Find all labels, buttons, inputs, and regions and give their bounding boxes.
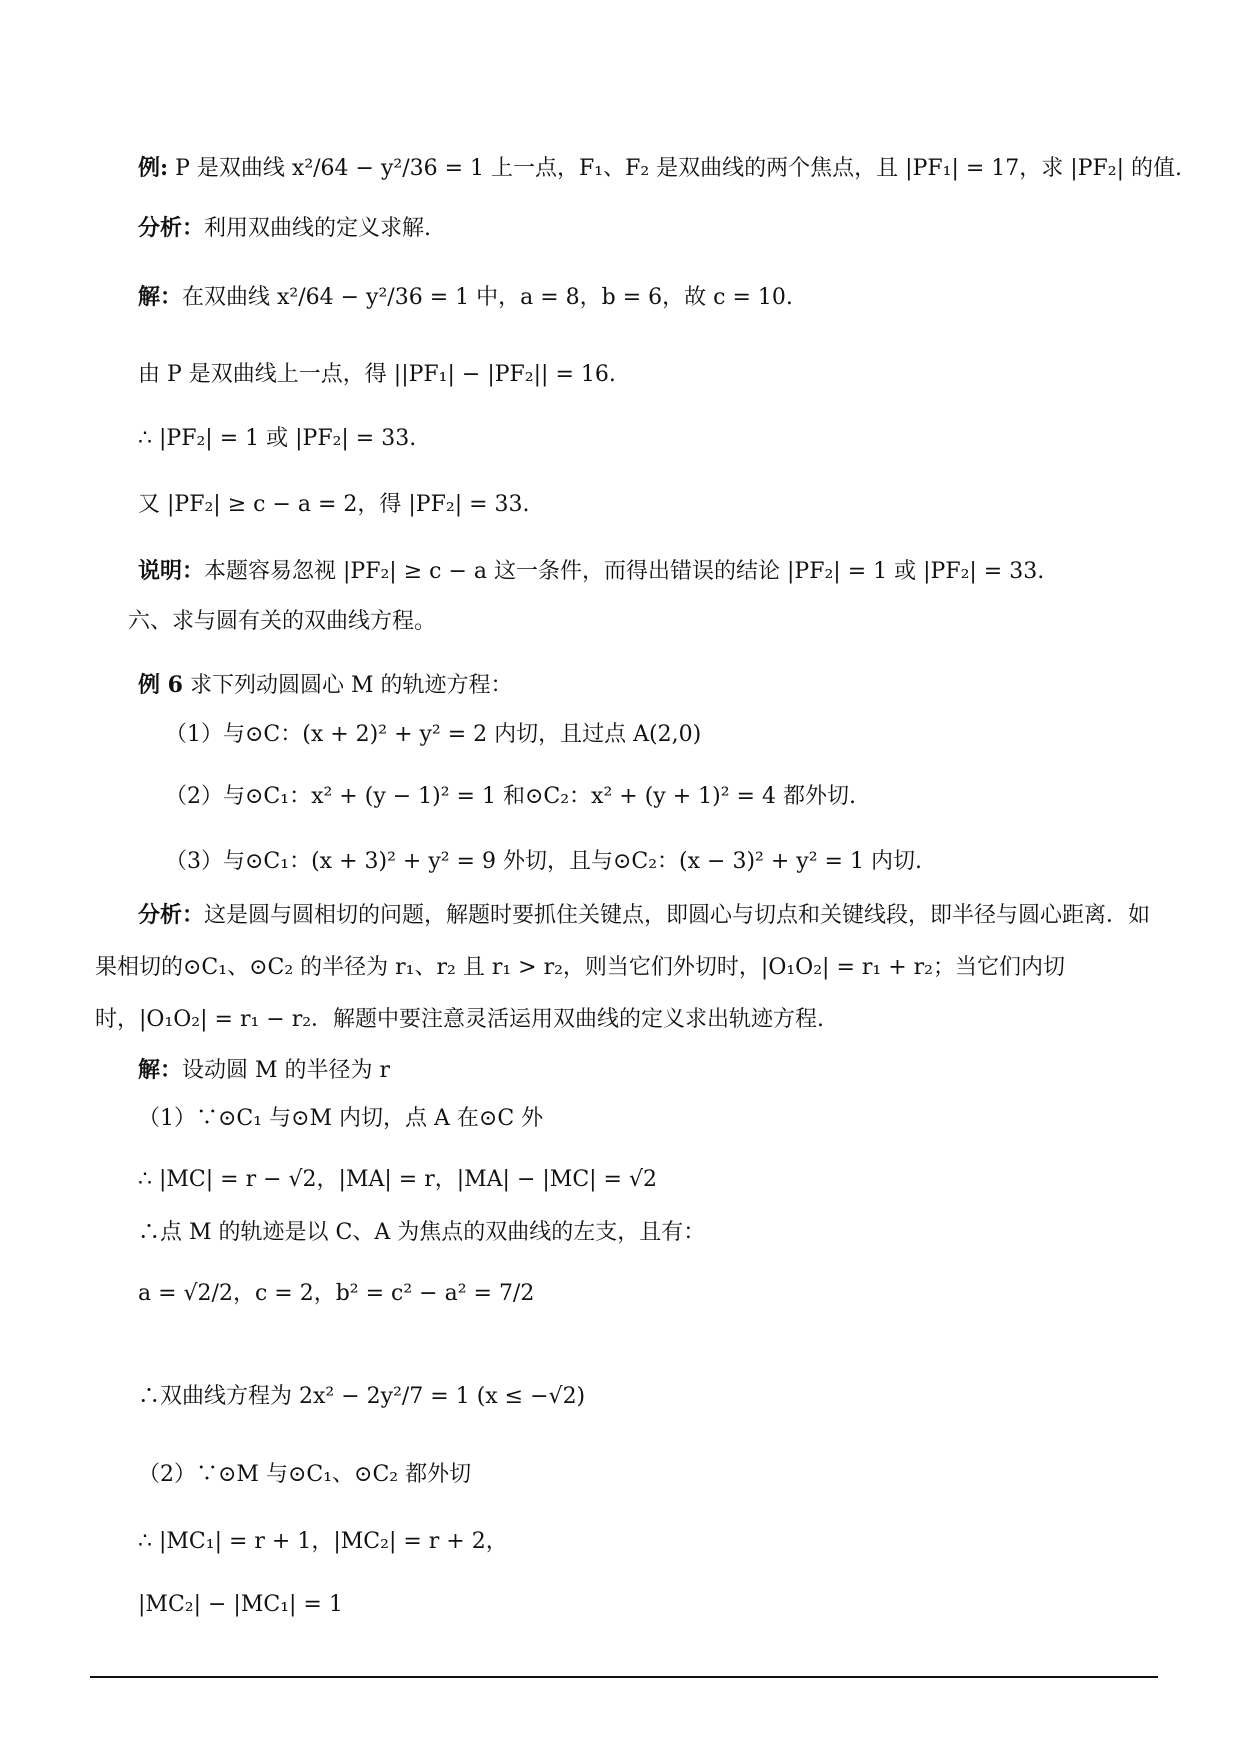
part2-line: （2）∵⊙M 与⊙C₁、⊙C₂ 都外切 [138,1462,472,1487]
note-line [138,556,1044,587]
part1-line: （1）∵⊙C₁ 与⊙M 内切，点 A 在⊙C 外 [138,1106,544,1131]
subproblem-3: （3）与⊙C₁：(x + 3)² + y² = 9 外切，且与⊙C₂：(x − 3)² + y² = 1 内切. [165,849,922,874]
part2-step-1: ∴ |MC₁| = r + 1，|MC₂| = r + 2， [138,1529,508,1554]
example-text: P 是双曲线 x²/64 − y²/36 = 1 上一点，F₁、F₂ 是双曲线的两个焦点，且 |PF₁| = 17，求 |PF₂| 的值. [168,156,1182,181]
part2-step-2: |MC₂| − |MC₁| = 1 [138,1592,343,1617]
example6-text: 求下列动圆圆心 M 的轨迹方程： [182,673,513,698]
note-text: 本题容易忽视 |PF₂| ≥ c − a 这一条件，而得出错误的结论 |PF₂| = 1 或 |PF₂| = 33. [204,559,1045,584]
part1-step-1: ∴ |MC| = r − √2，|MA| = r，|MA| − |MC| = √2 [138,1167,657,1192]
note-label: 说明： [138,558,205,584]
step-line-1: 由 P 是双曲线上一点，得 ||PF₁| − |PF₂|| = 16. [138,362,616,387]
solution-text: 在双曲线 x²/64 − y²/36 = 1 中，a = 8，b = 6，故 c = 10. [182,285,793,310]
step-line-3: 又 |PF₂| ≥ c − a = 2，得 |PF₂| = 33. [138,492,530,517]
solution-line [138,282,793,313]
analysis-paragraph [95,889,1155,1046]
solution-label: 解： [138,284,183,310]
example6-label: 例 6 [138,672,183,698]
part1-step-4: ∴双曲线方程为 2x² − 2y²/7 = 1 (x ≤ −√2) [138,1384,586,1409]
analysis-label: 分析： [138,215,205,241]
footer-divider [90,1676,1158,1678]
subproblem-2: （2）与⊙C₁：x² + (y − 1)² = 1 和⊙C₂：x² + (y + 1)² = 4 都外切. [165,784,856,809]
part1-step-2: ∴点 M 的轨迹是以 C、A 为焦点的双曲线的左支，且有： [138,1220,706,1245]
example-label: 例: [138,155,169,181]
part1-step-3: a = √2/2，c = 2，b² = c² − a² = 7/2 [138,1281,535,1306]
example-line [138,153,1182,184]
solution2-line [138,1055,390,1086]
analysis-text: 利用双曲线的定义求解. [204,216,432,241]
solution2-text: 设动圆 M 的半径为 r [182,1058,391,1083]
example6-line [138,670,512,701]
subproblem-1: （1）与⊙C：(x + 2)² + y² = 2 内切，且过点 A(2,0) [165,722,702,747]
section-heading: 六、求与圆有关的双曲线方程。 [128,609,437,634]
analysis-line [138,213,431,244]
solution2-label: 解： [138,1057,183,1083]
analysis2-label: 分析： [138,902,205,928]
analysis2-text: 这是圆与圆相切的问题，解题时要抓住关键点，即圆心与切点和关键线段，即半径与圆心距离．如果相切的⊙C₁、⊙C₂ 的半径为 r₁、r₂ 且 r₁ > r₂，则当它们外切时，|O₁O₂| = r₁ + r₂；当它们内切时，|O₁O₂| = r₁ − r₂．解题中要注意灵活运用双曲线的定义求出轨迹方程. [95,903,1151,1032]
step-line-2: ∴ |PF₂| = 1 或 |PF₂| = 33. [138,426,417,451]
